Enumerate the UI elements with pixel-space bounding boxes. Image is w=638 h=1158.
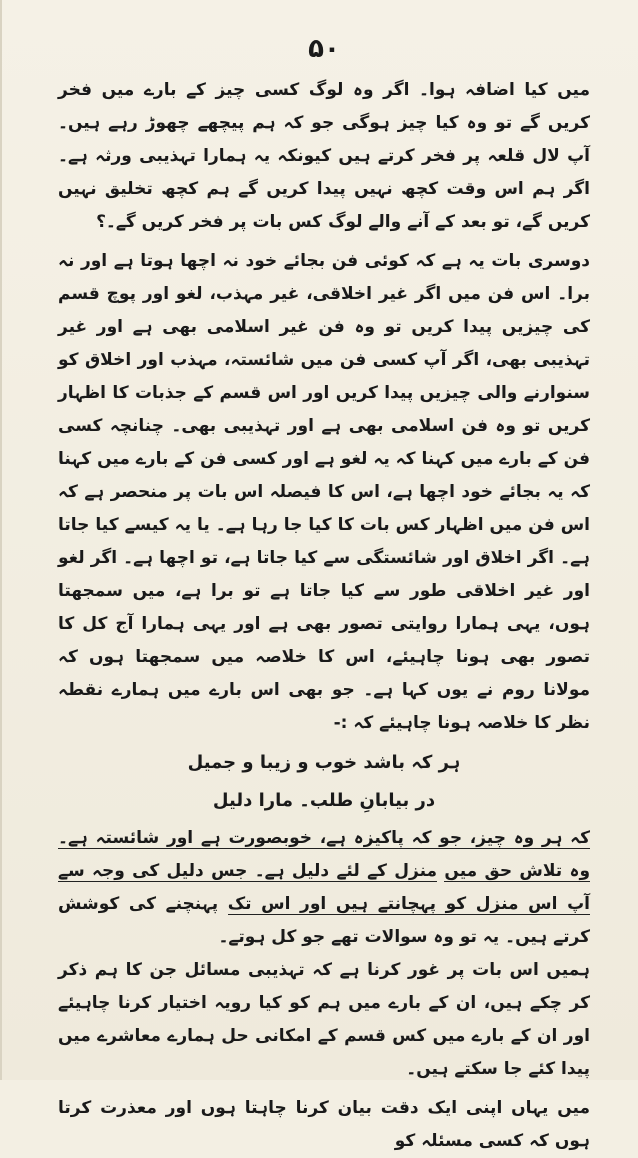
paragraph-2: دوسری بات یہ ہے کہ کوئی فن بجائے خود نہ اچھا ہوتا ہے اور نہ برا۔ اس فن میں اگر غیر اخلاقی، غیر مہذب، لغو اور پوچ قسم کی چیزیں پیدا کریں تو وہ فن غیر اسلامی بھی ہے اور غیر تہذیبی بھی، اگر آپ کسی فن میں شائستہ، مہذب اور اخلاق کو سنوارنے والی چیزیں پیدا کریں اور اس قسم کے جذبات کا اظہار کریں تو وہ فن اسلامی بھی ہے اور تہذیبی بھی۔ چنانچہ کسی فن کے بارے میں کہنا کہ یہ لغو ہے اور کسی فن کے بارے میں کہنا کہ یہ بجائے خود اچھا ہے، اس کا فیصلہ اس بات پر منحصر ہے کہ اس فن میں اظہار کس بات کا کیا جا رہا ہے۔ یا یہ کیسے کیا جاتا ہے۔ اگر اخلاق اور شائستگی سے کیا جاتا ہے، تو اچھا ہے۔ اگر لغو اور غیر اخلاقی طور سے کیا جاتا ہے تو برا ہے، میں سمجھتا ہوں، یہی ہمارا روایتی تصور بھی ہے اور یہی ہمارا آج کل کا تصور بھی ہونا چاہیئے، اس کا خلاصہ میں سمجھتا ہوں کہ مولانا روم نے یوں کہا ہے۔ جو بھی اس بارے میں ہمارے نقطہ نظر کا خلاصہ ہونا چاہیئے کہ :- [58, 251, 590, 733]
underlined-passage [58, 822, 590, 954]
underlined-line-1: کہ ہر وہ چیز، جو کہ پاکیزہ ہے، خوبصورت ہے اور شائستہ ہے۔ وہ تلاش حق میں [58, 828, 591, 881]
paragraph-4: میں یہاں اپنی ایک دقت بیان کرنا چاہتا ہوں اور معذرت کرتا ہوں کہ کسی مسئلہ کو [58, 1098, 590, 1151]
page-number: ۵۰ [308, 34, 340, 64]
after-underline-text: پہنچنے کی کوشش کرتے ہیں۔ یہ تو وہ سوالات تھے جو کل ہوتے۔ [58, 894, 590, 947]
paragraph-1: میں کیا اضافہ ہوا۔ اگر وہ لوگ کسی چیز کے بارے میں فخر کریں گے تو وہ کیا چیز ہوگی جو کہ ہم پیچھے چھوڑ رہے ہیں۔ آپ لال قلعہ پر فخر کرتے ہیں کیونکہ یہ ہمارا تہذیبی ورثہ ہے۔ اگر ہم اس وقت کچھ نہیں پیدا کریں گے ہم کچھ تخلیق نہیں کریں گے، تو بعد کے آنے والے لوگ کس بات پر فخر کریں گے۔؟ [58, 80, 590, 232]
verse-line-1: ہر کہ باشد خوب و زیبا و جمیل [187, 752, 461, 773]
verse-line-2: در بیابانِ طلب۔ مارا دلیل [212, 790, 436, 811]
underlined-line-2: منزل کے لئے دلیل ہے۔ جس دلیل کی وجہ سے آپ اس منزل کو پہچانتے ہیں اور اس تک [58, 861, 590, 914]
paragraph-3: ہمیں اس بات پر غور کرنا ہے کہ تہذیبی مسائل جن کا ہم ذکر کر چکے ہیں، ان کے بارے میں ہم کو کیا رویہ اختیار کرنا چاہیئے اور ان کے بارے میں کس قسم کے امکانی حل ہمارے معاشرے میں پیدا کئے جا سکتے ہیں۔ [58, 960, 590, 1079]
